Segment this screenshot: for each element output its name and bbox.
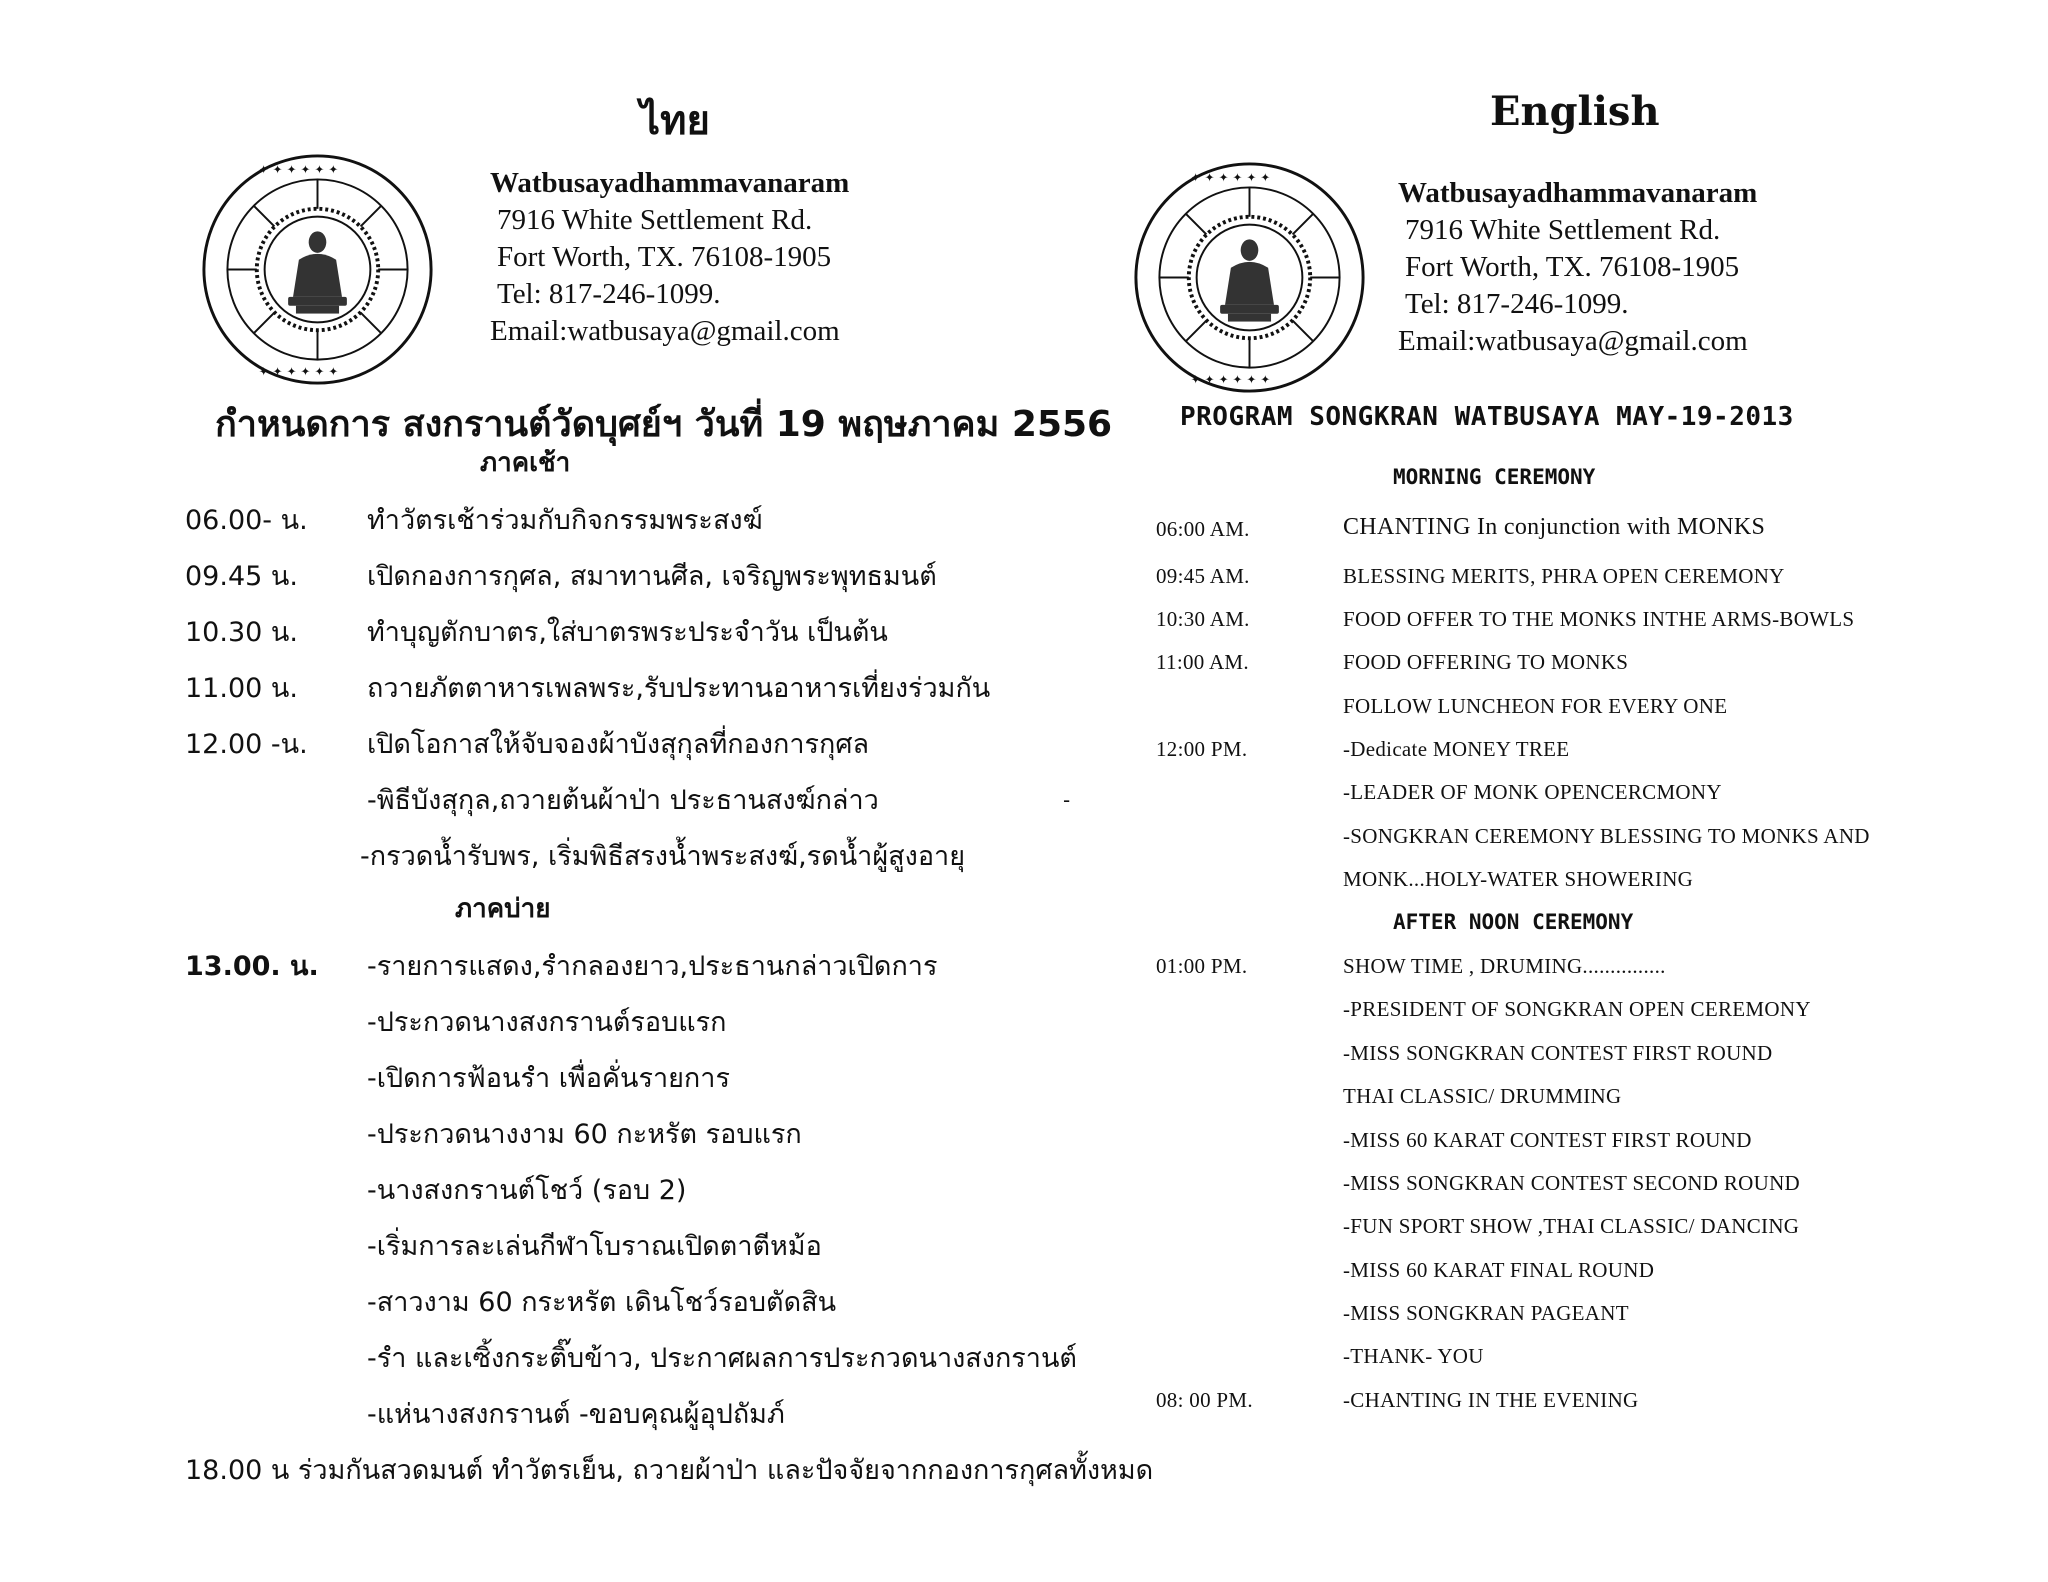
schedule-time: 10.30 น. [185, 617, 298, 648]
email-address: Email:watbusaya@gmail.com [490, 315, 840, 347]
schedule-activity: FOLLOW LUNCHEON FOR EVERY ONE [1343, 694, 1728, 718]
schedule-activity: CHANTING In conjunction with MONKS [1343, 514, 1766, 540]
schedule-activity: เปิดกองการกุศล, สมาทานศีล, เจริญพระพุทธมนต์ [367, 561, 937, 592]
schedule-activity: -FUN SPORT SHOW ,THAI CLASSIC/ DANCING [1343, 1214, 1800, 1238]
email-address: Email:watbusaya@gmail.com [1398, 325, 1748, 357]
schedule-activity: เปิดโอกาสให้จับจองผ้าบังสุกุลที่กองการกุศล [367, 729, 870, 760]
english-program-title: PROGRAM SONGKRAN WATBUSAYA MAY-19-2013 [1180, 402, 1794, 432]
english-address-block [1398, 175, 1757, 360]
stray-dash-mark: - [1063, 788, 1071, 812]
schedule-activity: -แห่นางสงกรานต์ -ขอบคุณผู้อุปถัมภ์ [367, 1399, 785, 1430]
english-morning-heading: MORNING CEREMONY [1393, 465, 1596, 489]
schedule-activity: -เปิดการฟ้อนรำ เพื่อคั่นรายการ [367, 1063, 730, 1094]
schedule-activity: THAI CLASSIC/ DRUMMING [1343, 1084, 1622, 1108]
temple-seal-logo [1132, 160, 1367, 395]
svg-text:✦ ✦ ✦ ✦ ✦ ✦: ✦ ✦ ✦ ✦ ✦ ✦ [1190, 372, 1271, 387]
schedule-time: 09:45 AM. [1156, 564, 1250, 588]
city-address: Fort Worth, TX. 76108-1905 [1405, 251, 1740, 283]
schedule-time: 06:00 AM. [1156, 517, 1250, 541]
schedule-activity: -MISS 60 KARAT FINAL ROUND [1343, 1258, 1655, 1282]
city-address: Fort Worth, TX. 76108-1905 [497, 241, 832, 273]
schedule-time: 12:00 PM. [1156, 737, 1248, 761]
schedule-time: 08: 00 PM. [1156, 1388, 1253, 1412]
schedule-activity: -Dedicate MONEY TREE [1343, 737, 1570, 761]
english-language-title: English [1490, 88, 1660, 135]
schedule-activity: -MISS SONGKRAN PAGEANT [1343, 1301, 1629, 1325]
schedule-activity: -สาวงาม 60 กระหรัต เดินโชว์รอบตัดสิน [367, 1287, 837, 1318]
schedule-activity: -MISS 60 KARAT CONTEST FIRST ROUND [1343, 1128, 1752, 1152]
telephone: Tel: 817-246-1099. [1405, 288, 1629, 320]
thai-language-title: ไทย [640, 97, 710, 144]
thai-program-title: กำหนดการ สงกรานต์วัดบุศย์ฯ วันที่ 19 พฤษภาคม 2556 [215, 404, 1113, 445]
temple-name: Watbusayadhammavanaram [1398, 177, 1758, 209]
svg-text:✦ ✦ ✦ ✦ ✦ ✦: ✦ ✦ ✦ ✦ ✦ ✦ [258, 364, 339, 379]
thai-morning-heading: ภาคเช้า [480, 448, 571, 478]
schedule-time: 11.00 น. [185, 673, 298, 704]
schedule-activity: BLESSING MERITS, PHRA OPEN CEREMONY [1343, 564, 1785, 588]
evening-schedule-text: 18.00 น ร่วมกันสวดมนต์ ทำวัตรเย็น, ถวายผ้าป่า และปัจจัยจากกองการกุศลทั้งหมด [185, 1455, 1154, 1486]
svg-text:✦ ✦ ✦ ✦ ✦ ✦: ✦ ✦ ✦ ✦ ✦ ✦ [258, 162, 339, 177]
schedule-activity: -MISS SONGKRAN CONTEST SECOND ROUND [1343, 1171, 1800, 1195]
thai-address-block [490, 165, 849, 350]
temple-name: Watbusayadhammavanaram [490, 167, 850, 199]
svg-text:✦ ✦ ✦ ✦ ✦ ✦: ✦ ✦ ✦ ✦ ✦ ✦ [1190, 170, 1271, 185]
schedule-activity: -CHANTING IN THE EVENING [1343, 1388, 1639, 1412]
schedule-time: 10:30 AM. [1156, 607, 1250, 631]
schedule-activity: -MISS SONGKRAN CONTEST FIRST ROUND [1343, 1041, 1773, 1065]
schedule-time: 06.00- น. [185, 505, 308, 536]
schedule-activity: -รำ และเซิ้งกระติ๊บข้าว, ประกาศผลการประกวดนางสงกรานต์ [367, 1343, 1077, 1374]
schedule-activity: -LEADER OF MONK OPENCERCMONY [1343, 780, 1722, 804]
schedule-activity: FOOD OFFER TO THE MONKS INTHE ARMS-BOWLS [1343, 607, 1855, 631]
temple-seal-logo [200, 152, 435, 387]
schedule-activity: MONK...HOLY-WATER SHOWERING [1343, 867, 1694, 891]
schedule-activity: -PRESIDENT OF SONGKRAN OPEN CEREMONY [1343, 997, 1811, 1021]
schedule-time: 12.00 -น. [185, 729, 308, 760]
schedule-time: 09.45 น. [185, 561, 298, 592]
schedule-activity: -THANK- YOU [1343, 1344, 1484, 1368]
schedule-activity: SHOW TIME , DRUMING............... [1343, 954, 1666, 978]
schedule-activity: FOOD OFFERING TO MONKS [1343, 650, 1629, 674]
schedule-activity: -นางสงกรานต์โชว์ (รอบ 2) [367, 1175, 687, 1206]
schedule-time: 01:00 PM. [1156, 954, 1248, 978]
street-address: 7916 White Settlement Rd. [497, 204, 813, 236]
schedule-time: 13.00. น. [185, 951, 319, 982]
schedule-activity: -กรวดน้ำรับพร, เริ่มพิธีสรงน้ำพระสงฆ์,รดน้ำผู้สูงอายุ [360, 841, 966, 872]
thai-afternoon-heading: ภาคบ่าย [455, 894, 551, 924]
schedule-activity: ทำวัตรเช้าร่วมกับกิจกรรมพระสงฆ์ [367, 505, 763, 536]
schedule-time: 11:00 AM. [1156, 650, 1249, 674]
schedule-activity: -พิธีบังสุกุล,ถวายต้นผ้าป่า ประธานสงฆ์กล่าว [367, 785, 879, 816]
schedule-activity: -ประกวดนางงาม 60 กะหรัต รอบแรก [367, 1119, 802, 1150]
schedule-activity: -รายการแสดง,รำกลองยาว,ประธานกล่าวเปิดการ [367, 951, 938, 982]
telephone: Tel: 817-246-1099. [497, 278, 721, 310]
schedule-activity: ถวายภัตตาหารเพลพระ,รับประทานอาหารเที่ยงร่วมกัน [367, 673, 991, 704]
schedule-activity: -เริ่มการละเล่นกีฬาโบราณเปิดตาตีหม้อ [367, 1231, 822, 1262]
schedule-activity: ทำบุญตักบาตร,ใส่บาตรพระประจำวัน เป็นต้น [367, 617, 888, 648]
schedule-activity: -SONGKRAN CEREMONY BLESSING TO MONKS AND [1343, 824, 1870, 848]
street-address: 7916 White Settlement Rd. [1405, 214, 1721, 246]
english-afternoon-heading: AFTER NOON CEREMONY [1393, 910, 1634, 934]
schedule-activity: -ประกวดนางสงกรานต์รอบแรก [367, 1007, 727, 1038]
